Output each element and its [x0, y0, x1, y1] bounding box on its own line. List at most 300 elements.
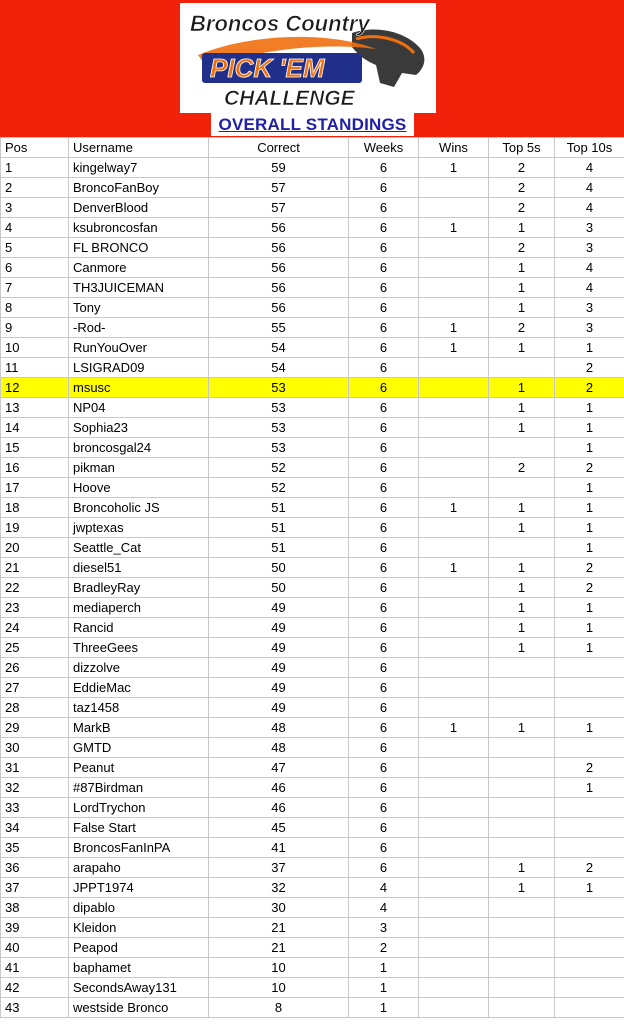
- table-cell: 12: [1, 378, 69, 398]
- table-cell: 4: [1, 218, 69, 238]
- table-row: [1, 498, 624, 518]
- table-cell: 6: [349, 278, 419, 298]
- table-row: [1, 778, 624, 798]
- table-cell: 56: [209, 258, 349, 278]
- table-cell: 1: [489, 298, 555, 318]
- table-cell: 30: [1, 738, 69, 758]
- table-cell: 28: [1, 698, 69, 718]
- table-cell: [489, 478, 555, 498]
- table-cell: [419, 778, 489, 798]
- table-cell: [555, 998, 624, 1018]
- table-cell: 30: [209, 898, 349, 918]
- logo-line3: CHALLENGE: [224, 87, 355, 110]
- table-cell: RunYouOver: [69, 338, 209, 358]
- table-cell: 6: [349, 698, 419, 718]
- table-row: [1, 458, 624, 478]
- table-cell: [419, 658, 489, 678]
- table-cell: 1: [419, 498, 489, 518]
- table-cell: pikman: [69, 458, 209, 478]
- table-cell: EddieMac: [69, 678, 209, 698]
- table-cell: 6: [349, 478, 419, 498]
- table-cell: [419, 238, 489, 258]
- table-cell: 56: [209, 218, 349, 238]
- table-cell: 4: [555, 198, 624, 218]
- table-cell: mediaperch: [69, 598, 209, 618]
- table-cell: 27: [1, 678, 69, 698]
- table-cell: 25: [1, 638, 69, 658]
- table-cell: 2: [489, 178, 555, 198]
- table-cell: 1: [489, 638, 555, 658]
- table-cell: 26: [1, 658, 69, 678]
- table-cell: 1: [489, 398, 555, 418]
- table-cell: [419, 998, 489, 1018]
- table-cell: [489, 978, 555, 998]
- table-cell: 1: [555, 478, 624, 498]
- table-cell: 4: [555, 158, 624, 178]
- table-cell: msusc: [69, 378, 209, 398]
- table-row: [1, 518, 624, 538]
- table-cell: 2: [555, 578, 624, 598]
- table-cell: 6: [349, 438, 419, 458]
- table-cell: 1: [419, 718, 489, 738]
- table-cell: 6: [349, 218, 419, 238]
- table-cell: Sophia23: [69, 418, 209, 438]
- table-cell: 9: [1, 318, 69, 338]
- table-row: [1, 878, 624, 898]
- table-cell: arapaho: [69, 858, 209, 878]
- table-cell: dizzolve: [69, 658, 209, 678]
- table-cell: 21: [209, 918, 349, 938]
- table-cell: broncosgal24: [69, 438, 209, 458]
- table-cell: [555, 918, 624, 938]
- table-cell: 2: [555, 558, 624, 578]
- table-cell: 10: [209, 958, 349, 978]
- table-cell: [489, 738, 555, 758]
- table-cell: 46: [209, 778, 349, 798]
- table-cell: DenverBlood: [69, 198, 209, 218]
- table-cell: 6: [349, 798, 419, 818]
- table-cell: 52: [209, 478, 349, 498]
- table-cell: [419, 418, 489, 438]
- table-cell: 6: [349, 358, 419, 378]
- table-cell: 24: [1, 618, 69, 638]
- table-cell: 1: [419, 158, 489, 178]
- column-header: Pos: [1, 138, 69, 158]
- table-cell: Tony: [69, 298, 209, 318]
- table-cell: 2: [489, 238, 555, 258]
- table-cell: 1: [555, 618, 624, 638]
- table-cell: [419, 738, 489, 758]
- table-cell: 48: [209, 718, 349, 738]
- table-cell: 23: [1, 598, 69, 618]
- table-cell: [555, 798, 624, 818]
- table-cell: 6: [349, 678, 419, 698]
- logo-graphic: [180, 3, 436, 113]
- column-header: Weeks: [349, 138, 419, 158]
- table-cell: Seattle_Cat: [69, 538, 209, 558]
- table-cell: [419, 698, 489, 718]
- broncos-country-logo: [180, 3, 436, 113]
- table-row: [1, 798, 624, 818]
- table-cell: 1: [349, 958, 419, 978]
- table-cell: 49: [209, 638, 349, 658]
- table-row: [1, 978, 624, 998]
- table-cell: 31: [1, 758, 69, 778]
- table-cell: [489, 818, 555, 838]
- table-cell: [489, 358, 555, 378]
- table-row: [1, 558, 624, 578]
- table-cell: [419, 798, 489, 818]
- table-cell: [419, 398, 489, 418]
- table-row: [1, 678, 624, 698]
- table-cell: 6: [349, 318, 419, 338]
- table-cell: 1: [489, 278, 555, 298]
- table-cell: 1: [489, 498, 555, 518]
- table-row-highlighted: [1, 378, 624, 398]
- table-cell: 51: [209, 518, 349, 538]
- table-cell: 4: [555, 278, 624, 298]
- table-cell: 3: [555, 218, 624, 238]
- table-cell: 6: [349, 198, 419, 218]
- table-cell: 48: [209, 738, 349, 758]
- table-cell: [419, 858, 489, 878]
- table-row: [1, 738, 624, 758]
- table-cell: [419, 638, 489, 658]
- table-cell: 2: [555, 758, 624, 778]
- table-cell: 1: [489, 418, 555, 438]
- table-cell: 1: [489, 578, 555, 598]
- table-row: [1, 578, 624, 598]
- table-cell: [419, 758, 489, 778]
- table-cell: 6: [349, 718, 419, 738]
- table-cell: 1: [555, 638, 624, 658]
- table-row: [1, 618, 624, 638]
- table-cell: 1: [489, 598, 555, 618]
- column-header: Username: [69, 138, 209, 158]
- table-cell: 1: [489, 558, 555, 578]
- table-cell: 8: [209, 998, 349, 1018]
- table-cell: 19: [1, 518, 69, 538]
- table-cell: 6: [349, 518, 419, 538]
- table-cell: [489, 838, 555, 858]
- table-cell: 13: [1, 398, 69, 418]
- table-cell: 45: [209, 818, 349, 838]
- table-cell: 50: [209, 558, 349, 578]
- table-cell: [419, 618, 489, 638]
- table-cell: 6: [349, 378, 419, 398]
- table-cell: 6: [349, 298, 419, 318]
- table-cell: [555, 818, 624, 838]
- table-header-row: [1, 138, 624, 158]
- table-cell: [419, 958, 489, 978]
- table-cell: [555, 958, 624, 978]
- table-cell: [419, 358, 489, 378]
- table-cell: 56: [209, 278, 349, 298]
- table-cell: 3: [555, 238, 624, 258]
- table-cell: 32: [1, 778, 69, 798]
- table-cell: 1: [555, 778, 624, 798]
- table-cell: 41: [1, 958, 69, 978]
- table-cell: BroncoFanBoy: [69, 178, 209, 198]
- table-cell: [489, 778, 555, 798]
- table-cell: [419, 918, 489, 938]
- table-cell: [555, 738, 624, 758]
- table-cell: 6: [349, 598, 419, 618]
- table-cell: 4: [555, 178, 624, 198]
- table-cell: [489, 758, 555, 778]
- table-cell: 1: [555, 518, 624, 538]
- table-cell: [419, 438, 489, 458]
- table-cell: [489, 538, 555, 558]
- table-cell: [489, 678, 555, 698]
- table-cell: 1: [555, 498, 624, 518]
- table-cell: [555, 658, 624, 678]
- table-cell: 1: [419, 338, 489, 358]
- table-cell: 1: [489, 218, 555, 238]
- table-cell: -Rod-: [69, 318, 209, 338]
- table-cell: jwptexas: [69, 518, 209, 538]
- table-row: [1, 258, 624, 278]
- table-cell: [419, 458, 489, 478]
- table-cell: [555, 938, 624, 958]
- table-cell: 43: [1, 998, 69, 1018]
- table-cell: 4: [349, 878, 419, 898]
- table-cell: 56: [209, 298, 349, 318]
- table-cell: MarkB: [69, 718, 209, 738]
- table-cell: [419, 978, 489, 998]
- table-cell: 49: [209, 658, 349, 678]
- table-cell: 1: [419, 218, 489, 238]
- table-cell: 1: [555, 878, 624, 898]
- table-cell: [419, 578, 489, 598]
- table-cell: 6: [1, 258, 69, 278]
- table-cell: FL BRONCO: [69, 238, 209, 258]
- table-cell: LSIGRAD09: [69, 358, 209, 378]
- table-cell: [419, 898, 489, 918]
- table-cell: 3: [555, 298, 624, 318]
- table-cell: 21: [1, 558, 69, 578]
- table-cell: BroncosFanInPA: [69, 838, 209, 858]
- table-row: [1, 658, 624, 678]
- table-cell: LordTrychon: [69, 798, 209, 818]
- column-header: Correct: [209, 138, 349, 158]
- table-cell: [419, 538, 489, 558]
- table-cell: 50: [209, 578, 349, 598]
- table-row: [1, 218, 624, 238]
- table-cell: Hoove: [69, 478, 209, 498]
- table-cell: 6: [349, 458, 419, 478]
- table-cell: 42: [1, 978, 69, 998]
- table-cell: 54: [209, 358, 349, 378]
- table-cell: [419, 878, 489, 898]
- table-cell: [419, 818, 489, 838]
- table-cell: 2: [555, 858, 624, 878]
- table-row: [1, 858, 624, 878]
- table-cell: 49: [209, 698, 349, 718]
- table-cell: 2: [489, 198, 555, 218]
- table-cell: 40: [1, 938, 69, 958]
- table-cell: 16: [1, 458, 69, 478]
- table-cell: 1: [489, 618, 555, 638]
- table-cell: 46: [209, 798, 349, 818]
- table-cell: 38: [1, 898, 69, 918]
- table-cell: 6: [349, 578, 419, 598]
- table-cell: SecondsAway131: [69, 978, 209, 998]
- table-row: [1, 998, 624, 1018]
- table-cell: 8: [1, 298, 69, 318]
- table-cell: 55: [209, 318, 349, 338]
- table-cell: 10: [209, 978, 349, 998]
- table-cell: 4: [349, 898, 419, 918]
- table-cell: 11: [1, 358, 69, 378]
- table-cell: 59: [209, 158, 349, 178]
- table-cell: Rancid: [69, 618, 209, 638]
- table-cell: [419, 938, 489, 958]
- table-row: [1, 398, 624, 418]
- table-row: [1, 318, 624, 338]
- table-cell: 6: [349, 658, 419, 678]
- table-cell: 6: [349, 838, 419, 858]
- table-cell: 3: [1, 198, 69, 218]
- table-cell: 41: [209, 838, 349, 858]
- table-cell: 6: [349, 498, 419, 518]
- column-header: Top 10s: [555, 138, 624, 158]
- table-cell: TH3JUICEMAN: [69, 278, 209, 298]
- table-cell: JPPT1974: [69, 878, 209, 898]
- table-row: [1, 538, 624, 558]
- table-cell: baphamet: [69, 958, 209, 978]
- table-cell: 49: [209, 618, 349, 638]
- table-cell: 52: [209, 458, 349, 478]
- table-row: [1, 818, 624, 838]
- table-cell: 6: [349, 258, 419, 278]
- table-cell: 6: [349, 418, 419, 438]
- table-cell: #87Birdman: [69, 778, 209, 798]
- table-row: [1, 478, 624, 498]
- table-cell: Kleidon: [69, 918, 209, 938]
- table-cell: [489, 938, 555, 958]
- table-cell: 53: [209, 438, 349, 458]
- table-cell: 20: [1, 538, 69, 558]
- table-cell: 1: [349, 978, 419, 998]
- table-cell: 49: [209, 598, 349, 618]
- table-cell: [555, 698, 624, 718]
- table-row: [1, 958, 624, 978]
- table-cell: 1: [555, 438, 624, 458]
- table-cell: [555, 838, 624, 858]
- table-cell: 36: [1, 858, 69, 878]
- table-cell: 1: [489, 518, 555, 538]
- table-cell: 1: [489, 718, 555, 738]
- table-cell: 32: [209, 878, 349, 898]
- table-cell: GMTD: [69, 738, 209, 758]
- table-row: [1, 938, 624, 958]
- table-cell: dipablo: [69, 898, 209, 918]
- table-row: [1, 198, 624, 218]
- table-cell: 2: [1, 178, 69, 198]
- table-row: [1, 598, 624, 618]
- table-cell: 1: [489, 378, 555, 398]
- column-header: Wins: [419, 138, 489, 158]
- table-row: [1, 278, 624, 298]
- table-cell: 1: [1, 158, 69, 178]
- table-cell: 14: [1, 418, 69, 438]
- table-cell: 1: [489, 858, 555, 878]
- table-cell: 1: [489, 878, 555, 898]
- table-cell: Peapod: [69, 938, 209, 958]
- table-cell: 57: [209, 178, 349, 198]
- table-cell: [489, 918, 555, 938]
- table-cell: 37: [1, 878, 69, 898]
- table-cell: 47: [209, 758, 349, 778]
- table-cell: 6: [349, 538, 419, 558]
- table-cell: 53: [209, 378, 349, 398]
- table-cell: 10: [1, 338, 69, 358]
- table-cell: 37: [209, 858, 349, 878]
- table-cell: ThreeGees: [69, 638, 209, 658]
- table-cell: 53: [209, 398, 349, 418]
- table-row: [1, 158, 624, 178]
- table-cell: 6: [349, 558, 419, 578]
- table-cell: 34: [1, 818, 69, 838]
- table-row: [1, 298, 624, 318]
- table-cell: False Start: [69, 818, 209, 838]
- table-cell: [489, 438, 555, 458]
- table-cell: 6: [349, 758, 419, 778]
- table-row: [1, 838, 624, 858]
- table-cell: [419, 478, 489, 498]
- standings-table: [0, 137, 624, 1018]
- table-cell: 6: [349, 738, 419, 758]
- table-row: [1, 898, 624, 918]
- table-cell: 1: [555, 538, 624, 558]
- table-cell: 3: [555, 318, 624, 338]
- table-cell: [555, 678, 624, 698]
- table-cell: [419, 258, 489, 278]
- table-cell: [419, 518, 489, 538]
- table-cell: [419, 178, 489, 198]
- table-cell: [419, 278, 489, 298]
- logo-line2: PICK 'EM: [210, 53, 325, 83]
- table-cell: 3: [349, 918, 419, 938]
- table-cell: [419, 198, 489, 218]
- table-row: [1, 638, 624, 658]
- table-cell: 49: [209, 678, 349, 698]
- table-cell: 51: [209, 538, 349, 558]
- table-cell: Broncoholic JS: [69, 498, 209, 518]
- table-body: [1, 158, 624, 1018]
- table-row: [1, 358, 624, 378]
- table-cell: [555, 978, 624, 998]
- table-cell: [419, 378, 489, 398]
- table-cell: [489, 658, 555, 678]
- table-cell: 2: [555, 358, 624, 378]
- table-cell: 6: [349, 238, 419, 258]
- table-cell: 1: [419, 558, 489, 578]
- table-row: [1, 178, 624, 198]
- table-cell: Peanut: [69, 758, 209, 778]
- table-cell: 39: [1, 918, 69, 938]
- table-row: [1, 758, 624, 778]
- table-cell: 51: [209, 498, 349, 518]
- logo-line1: Broncos Country: [190, 11, 370, 36]
- table-row: [1, 918, 624, 938]
- table-cell: 6: [349, 858, 419, 878]
- table-cell: 6: [349, 338, 419, 358]
- column-header: Top 5s: [489, 138, 555, 158]
- table-cell: 2: [349, 938, 419, 958]
- table-cell: 6: [349, 178, 419, 198]
